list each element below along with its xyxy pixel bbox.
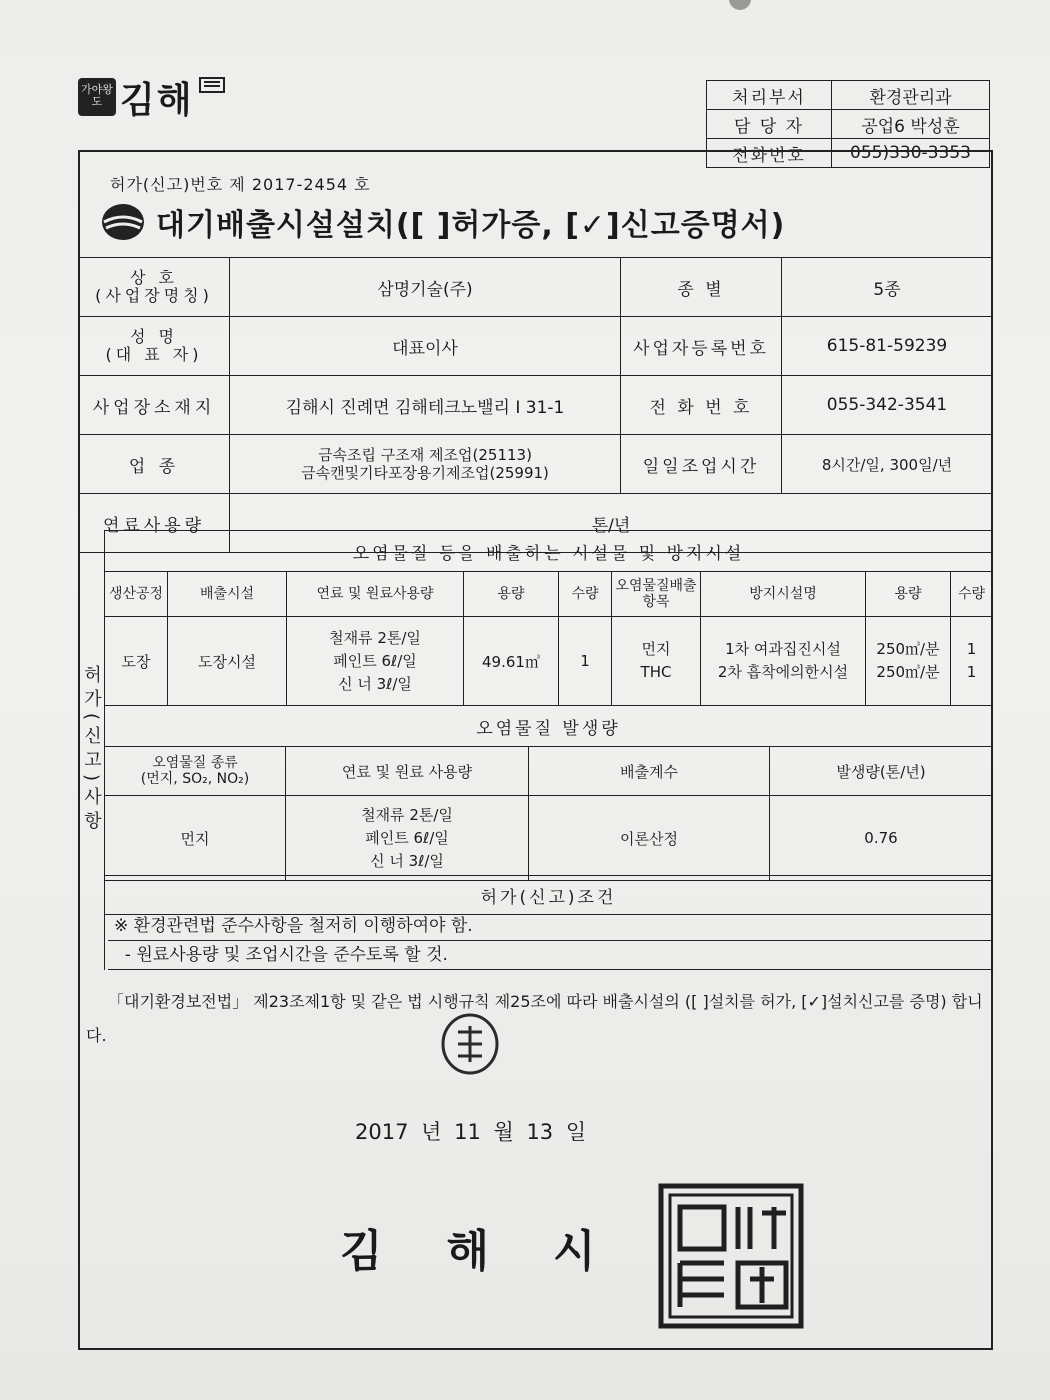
col-qty: 수량 (559, 572, 612, 617)
control-qty-line: 1 (966, 640, 977, 658)
address-value: 김해시 진례면 김해테크노밸리 I 31-1 (230, 376, 621, 435)
permit-side-label: 허가(신고)사항 (78, 530, 105, 970)
permit-details-section (78, 530, 993, 970)
conditions-title: 허가(신고)조건 (105, 876, 993, 915)
logo-text: 김해 (120, 79, 194, 121)
issuer-name: 김해시 (340, 1226, 660, 1277)
col-capacity: 용량 (464, 572, 559, 617)
process-value: 도장 (105, 617, 168, 706)
materials-value (287, 617, 464, 706)
qty-value: 1 (559, 617, 612, 706)
control-capacity-value (866, 617, 951, 706)
dept-label: 처리부서 (707, 81, 832, 110)
manager-value: 공업6 박성훈 (832, 110, 990, 139)
conditions-notes (108, 912, 993, 970)
city-logo (78, 72, 228, 122)
emission-section-title: 오염물질 발생량 (105, 706, 993, 747)
col-emission-amount: 발생량(톤/년) (770, 747, 993, 796)
pollutants-value (612, 617, 701, 706)
control-value (701, 617, 866, 706)
col-facility: 배출시설 (168, 572, 287, 617)
logo-decoration-icon (198, 74, 228, 96)
control-qty-line: 1 (966, 663, 977, 681)
facility-value: 도장시설 (168, 617, 287, 706)
permit-number: 허가(신고)번호 제 2017-2454 호 (110, 175, 371, 194)
col-control-capacity: 용량 (866, 572, 951, 617)
col-control-qty: 수량 (951, 572, 993, 617)
representative-label: 성 명 (대 표 자) (79, 317, 230, 376)
certificate-title (100, 200, 785, 244)
capacity-value: 49.61㎥ (464, 617, 559, 706)
material-line: 신 너 3ℓ/일 (338, 674, 412, 693)
emission-material-line: 페인트 6ℓ/일 (365, 828, 449, 847)
emission-material-line: 신 너 3ℓ/일 (370, 851, 444, 870)
punch-hole (729, 0, 751, 10)
fuel-label: 연료사용량 (79, 494, 230, 553)
control-qty-value (951, 617, 993, 706)
fuel-value: 톤/년 (230, 494, 993, 553)
col-materials: 연료 및 원료사용량 (287, 572, 464, 617)
material-line: 철재류 2톤/일 (329, 628, 421, 647)
small-seal-stamp (440, 1012, 500, 1076)
col-pollutant-kind: 오염물질 종류 (먼지, SO₂, NO₂) (105, 747, 286, 796)
emission-material-line: 철재류 2톤/일 (361, 805, 453, 824)
logo-mark: 가야왕도 (78, 78, 116, 116)
pollutant-line: THC (640, 663, 672, 681)
type-label: 종 별 (621, 258, 782, 317)
dept-value: 환경관리과 (832, 81, 990, 110)
col-process: 생산공정 (105, 572, 168, 617)
control-line: 1차 여과집진시설 (725, 640, 841, 658)
industry-value (230, 435, 621, 494)
type-value: 5종 (782, 258, 993, 317)
government-emblem-icon (100, 202, 146, 242)
company-value: 삼명기술(주) (230, 258, 621, 317)
hours-value: 8시간/일, 300일/년 (782, 435, 993, 494)
condition-line: ※ 환경관련법 준수사항을 철저히 이행하여야 함. (108, 912, 993, 941)
col-emission-materials: 연료 및 원료 사용량 (286, 747, 529, 796)
facilities-table (104, 530, 993, 706)
col-pollutants: 오염물질배출항목 (612, 572, 701, 617)
phone-label: 전화번호 (707, 139, 832, 168)
business-phone-label: 전 화 번 호 (621, 376, 782, 435)
control-line: 2차 흡착에의한시설 (717, 663, 849, 681)
emission-materials-value (286, 796, 529, 881)
industry-line-1: 금속조립 구조재 제조업(25113) (318, 446, 532, 464)
representative-value: 대표이사 (230, 317, 621, 376)
company-label: 상 호 (사업장명칭) (79, 258, 230, 317)
col-emission-factor: 배출계수 (529, 747, 770, 796)
address-label: 사업장소재지 (79, 376, 230, 435)
col-control: 방지시설명 (701, 572, 866, 617)
emission-amount-value: 0.76 (770, 796, 993, 881)
facilities-section-title: 오염물질 등을 배출하는 시설물 및 방지시설 (105, 531, 993, 572)
pollutant-kind-value: 먼지 (105, 796, 286, 881)
emission-factor-value: 이론산정 (529, 796, 770, 881)
business-info-table (78, 257, 993, 553)
bizno-label: 사업자등록번호 (621, 317, 782, 376)
business-phone-value: 055-342-3541 (782, 376, 993, 435)
hours-label: 일일조업시간 (621, 435, 782, 494)
control-capacity-line: 250㎥/분 (876, 663, 940, 681)
official-seal-stamp (658, 1183, 804, 1329)
material-line: 페인트 6ℓ/일 (333, 651, 417, 670)
conditions-table (104, 875, 993, 915)
industry-line-2: 금속캔및기타포장용기제조업(25991) (301, 464, 549, 482)
certification-statement: 「대기환경보전법」 제23조제1항 및 같은 법 시행규칙 제25조에 따라 배출시설의 ([ ]설치를 허가, [✓]설치신고를 증명) 합니다. (86, 992, 983, 1045)
phone-value: 055)330-3353 (832, 139, 990, 168)
issue-date: 2017 년 11 월 13 일 (355, 1120, 587, 1144)
manager-label: 담 당 자 (707, 110, 832, 139)
title-text: 대기배출시설설치([ ]허가증, [✓]신고증명서) (156, 208, 786, 243)
control-capacity-line: 250㎥/분 (876, 640, 940, 658)
condition-line: - 원료사용량 및 조업시간을 준수토록 할 것. (108, 941, 993, 970)
emission-table (104, 705, 993, 881)
industry-label: 업 종 (79, 435, 230, 494)
bizno-value: 615-81-59239 (782, 317, 993, 376)
pollutant-line: 먼지 (641, 640, 671, 658)
